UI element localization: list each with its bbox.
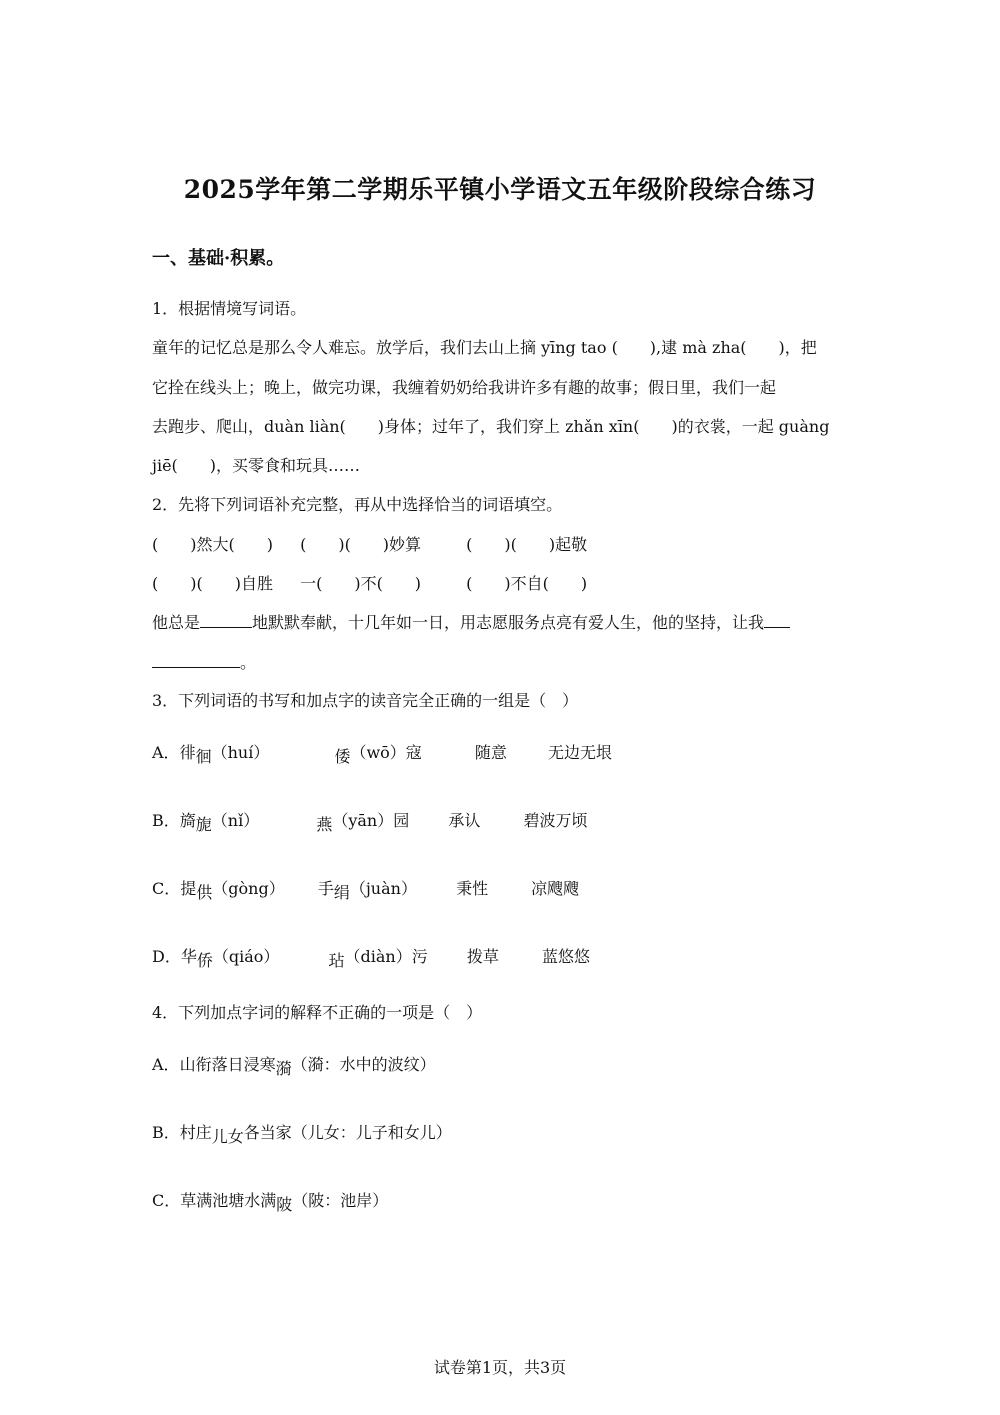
page-title: 2025学年第二学期乐平镇小学语文五年级阶段综合练习 xyxy=(183,175,817,204)
q3-option-c[interactable] xyxy=(152,878,579,900)
q2-fill-text-2: 地默默奉献，十几年如一日，用志愿服务点亮有爱人生，他的坚持，让我 xyxy=(252,613,765,632)
pinyin: （huí） xyxy=(211,743,270,762)
dotted-char: 侨 xyxy=(196,951,213,970)
dotted-char: 漪 xyxy=(275,1059,292,1078)
option-word: 寇 xyxy=(405,743,422,762)
q2-row-2 xyxy=(152,573,587,595)
option-word: 蓝悠悠 xyxy=(541,947,590,966)
option-label: B． xyxy=(152,811,180,830)
pinyin: （wō） xyxy=(350,743,406,762)
option-word: 秉性 xyxy=(456,879,489,898)
page-footer: 试卷第1页，共3页 xyxy=(433,1358,567,1377)
pinyin: （diàn） xyxy=(344,947,412,966)
option-text: （漪：水中的波纹） xyxy=(291,1055,436,1074)
q2-stem: 2．先将下列词语补充完整，再从中选择恰当的词语填空。 xyxy=(152,495,563,514)
option-text: 山衔落日浸寒 xyxy=(179,1055,276,1074)
q1-line-1: 童年的记忆总是那么令人难忘。放学后，我们去山上摘 yīng tao ( ),逮 mà zha( )，把 xyxy=(152,338,817,357)
option-word: 随意 xyxy=(474,743,507,762)
q2-word-4: ( )( )自胜 xyxy=(152,574,273,593)
q3-stem: 3．下列词语的书写和加点字的读音完全正确的一组是（ ） xyxy=(152,691,579,710)
q1-stem: 1．根据情境写词语。 xyxy=(152,299,307,318)
q1-line-3: 去跑步、爬山，duàn liàn( )身体；过年了，我们穿上 zhǎn xīn( )的衣裳，一起 guàng xyxy=(152,417,830,436)
dotted-char: 陂 xyxy=(276,1195,293,1214)
option-word: 手 xyxy=(317,879,334,898)
pinyin: （nǐ） xyxy=(211,811,260,830)
section-heading: 一、基础·积累。 xyxy=(152,248,285,269)
q1-line-4: jiē( )，买零食和玩具…… xyxy=(152,456,361,475)
q4-option-b[interactable] xyxy=(152,1122,452,1144)
option-word: 碧波万顷 xyxy=(523,811,588,830)
option-label: A． xyxy=(152,743,180,762)
answer-blank[interactable] xyxy=(764,613,790,628)
option-word: 园 xyxy=(393,811,410,830)
dotted-char: 燕 xyxy=(316,815,333,834)
option-label: A． xyxy=(152,1055,180,1074)
pinyin: （yān） xyxy=(332,811,394,830)
q3-option-b[interactable] xyxy=(152,810,587,832)
q2-fill-line-2 xyxy=(152,652,256,674)
option-text: 村庄 xyxy=(179,1123,212,1142)
option-label: D． xyxy=(152,947,181,966)
option-word: 承认 xyxy=(448,811,481,830)
option-word: 无边无垠 xyxy=(548,743,613,762)
option-word: 拨草 xyxy=(466,947,499,966)
option-word: 凉飕飕 xyxy=(531,879,580,898)
option-word: 旖 xyxy=(179,811,196,830)
q4-stem: 4．下列加点字词的解释不正确的一项是（ ） xyxy=(152,1003,483,1022)
pinyin: （juàn） xyxy=(349,879,417,898)
dotted-char: 玷 xyxy=(328,951,345,970)
q3-option-a[interactable] xyxy=(152,742,612,764)
dotted-char: 儿女 xyxy=(211,1127,244,1146)
dotted-char: 徊 xyxy=(195,747,212,766)
option-word: 污 xyxy=(411,947,428,966)
q1-line-2: 它拴在线头上；晚上，做完功课，我缠着奶奶给我讲许多有趣的故事；假日里，我们一起 xyxy=(152,378,777,397)
pinyin: （qiáo） xyxy=(212,947,280,966)
dotted-char: 绢 xyxy=(333,883,350,902)
option-label: C． xyxy=(152,1191,181,1210)
q2-word-3: ( )( )起敬 xyxy=(466,535,588,554)
answer-blank[interactable] xyxy=(152,653,240,668)
q2-fill-line xyxy=(152,612,790,634)
q2-fill-text-1: 他总是 xyxy=(152,613,201,632)
q2-word-1: ( )然大( ) xyxy=(152,535,273,554)
option-text: 各当家（儿女：儿子和女儿） xyxy=(243,1123,452,1142)
q2-fill-text-3: 。 xyxy=(240,653,257,672)
option-label: B． xyxy=(152,1123,180,1142)
q3-option-d[interactable] xyxy=(152,946,590,968)
q4-option-a[interactable] xyxy=(152,1054,436,1076)
q2-word-6: ( )不自( ) xyxy=(466,574,588,593)
option-word: 华 xyxy=(180,947,197,966)
dotted-char: 旎 xyxy=(195,815,212,834)
option-label: C． xyxy=(152,879,181,898)
option-text: 草满池塘水满 xyxy=(180,1191,277,1210)
q2-row-1 xyxy=(152,534,587,556)
option-word: 徘 xyxy=(179,743,196,762)
pinyin: （gòng） xyxy=(212,879,285,898)
q2-word-2: ( )( )妙算 xyxy=(300,535,422,554)
dotted-char: 倭 xyxy=(334,747,351,766)
q2-word-5: 一( )不( ) xyxy=(300,574,422,593)
option-text: （陂：池岸） xyxy=(292,1191,389,1210)
option-word: 提 xyxy=(180,879,197,898)
dotted-char: 供 xyxy=(196,883,213,902)
answer-blank[interactable] xyxy=(200,613,252,628)
q4-option-c[interactable] xyxy=(152,1190,388,1212)
